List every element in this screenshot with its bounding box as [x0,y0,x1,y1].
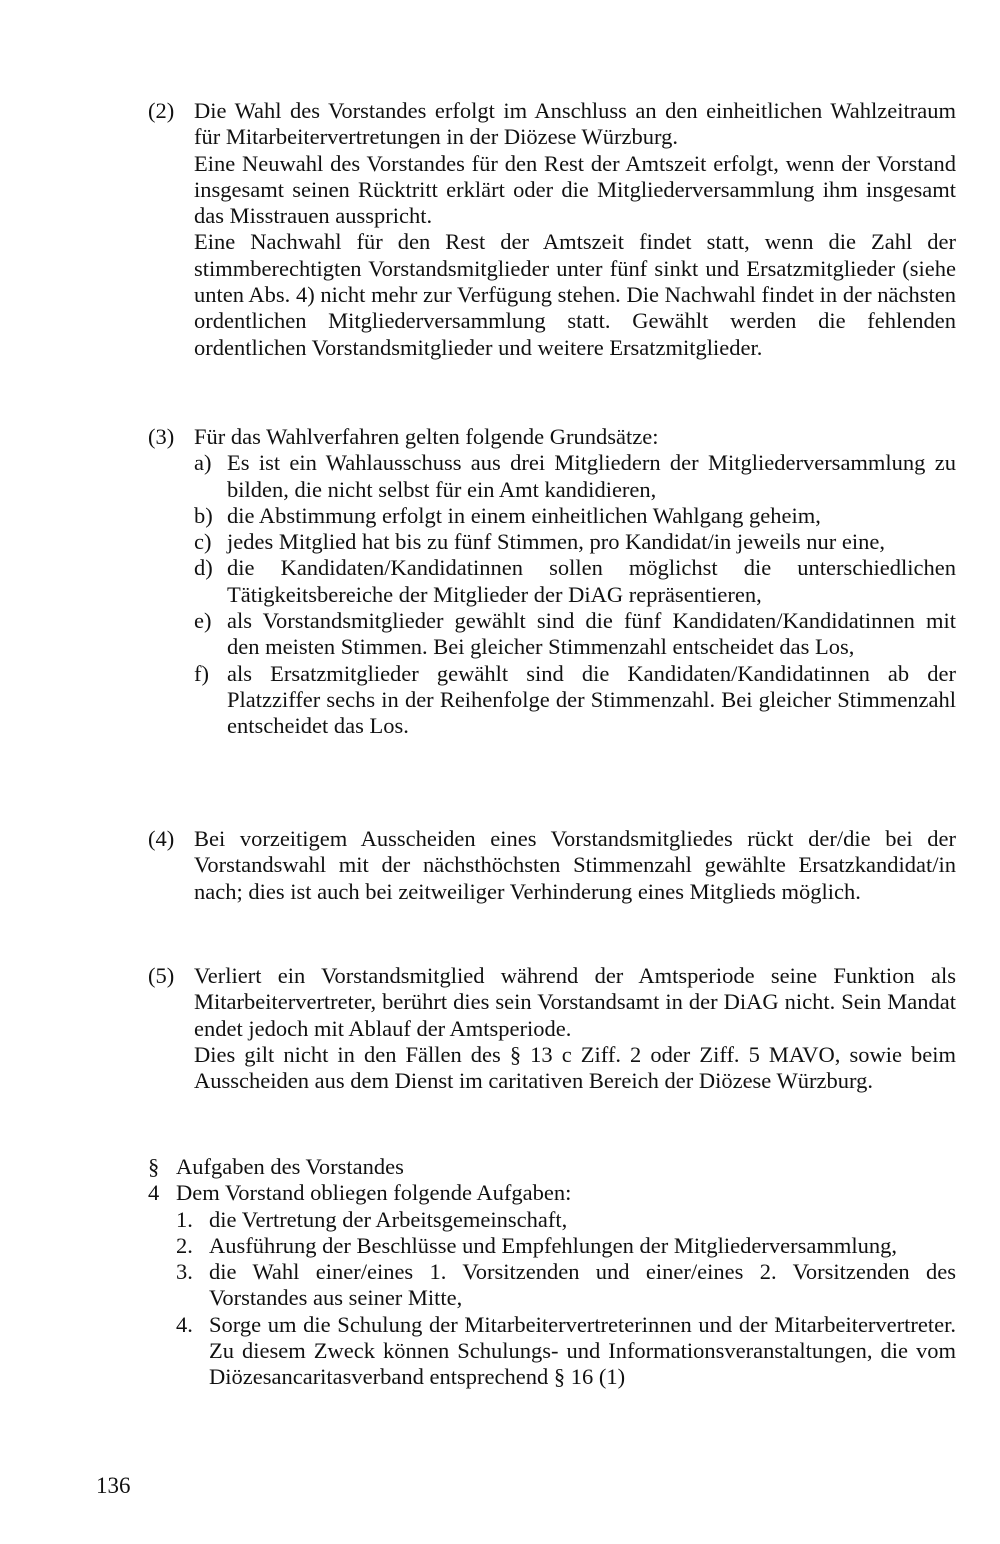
paragraph-number: (3) [148,424,175,449]
paragraph-text: Dies gilt nicht in den Fällen des § 13 c Ziff. 2 oder Ziff. 5 MAVO, sowie beim Ausscheiden aus dem Dienst im caritativen Bereich der Diözese Würzburg. [194,1041,956,1094]
list-item-label: c) [194,529,212,555]
section-number: § 4 [148,1154,160,1206]
list-item-label: f) [194,660,209,686]
list-item [176,1207,956,1233]
list-item-text: die Wahl einer/eines 1. Vorsitzenden und einer/eines 2. Vorsitzenden des Vorstandes aus seiner Mitte, [209,1259,956,1311]
list-item-label: 1. [176,1206,193,1232]
section-intro: Dem Vorstand obliegen folgende Aufgaben: [176,1180,572,1206]
list-item-text: als Vorstandsmitglieder gewählt sind die fünf Kandidaten/Kandidatinnen mit den meisten Stimmen. Bei gleicher Stimmenzahl entscheidet das Los, [227,608,956,660]
list-item-label: a) [194,450,212,476]
list-item [176,1233,956,1259]
page-number: 136 [96,1473,131,1498]
paragraph-text: Die Wahl des Vorstandes erfolgt im Anschluss an den einheitlichen Wahlzeitraum für Mitarbeitervertretungen in der Diözese Würzburg. [194,98,956,150]
tasks-list [176,1207,956,1391]
list-item [194,450,956,503]
list-item [194,661,956,740]
list-item-label: b) [194,502,213,528]
list-item-text: die Abstimmung erfolgt in einem einheitlichen Wahlgang geheim, [227,502,821,528]
section-4 [148,1154,956,1391]
paragraph-number: (2) [148,98,175,123]
list-item-text: die Vertretung der Arbeitsgemeinschaft, [209,1206,568,1232]
paragraph-text: Bei vorzeitigem Ausscheiden eines Vorstandsmitgliedes rückt der/die bei der Vorstandswahl mit der nächsthöchsten Stimmenzahl gewählte Ersatzkandidat/in nach; dies ist auch bei zeitweiliger Verhinderung eines Mitglieds möglich. [194,826,956,904]
principles-list [194,450,956,739]
list-item [194,503,956,529]
list-item-text: Ausführung der Beschlüsse und Empfehlungen der Mitgliederversammlung, [209,1232,897,1258]
paragraph-number: (5) [148,963,175,988]
list-item [176,1259,956,1312]
paragraph-2 [148,98,956,361]
list-item-label: d) [194,555,213,581]
list-item-label: 4. [176,1311,193,1337]
list-item-label: 2. [176,1232,193,1258]
list-item-label: e) [194,608,212,634]
list-item-text: Sorge um die Schulung der Mitarbeitervertreterinnen und der Mitarbeitervertreter. Zu diesem Zweck können Schulungs- und Informationsveranstaltungen, die vom Diözesancaritasverband entsprechend § 16 (1) [209,1311,956,1390]
paragraph-5 [148,963,956,1094]
list-item [194,555,956,608]
list-item [194,608,956,661]
list-item-text: als Ersatzmitglieder gewählt sind die Kandidaten/Kandidatinnen ab der Platzziffer sechs in der Reihenfolge der Stimmenzahl. Bei gleicher Stimmenzahl entscheidet das Los. [227,660,956,739]
paragraph-number: (4) [148,826,175,851]
section-title: Aufgaben des Vorstandes [176,1154,404,1179]
paragraph-text: Eine Neuwahl des Vorstandes für den Rest der Amtszeit erfolgt, wenn der Vorstand insgesamt seinen Rücktritt erklärt oder die Mitgliederversammlung ihm insgesamt das Misstrauen ausspricht. [194,150,956,229]
paragraph-text: Eine Nachwahl für den Rest der Amtszeit findet statt, wenn die Zahl der stimmberechtigten Vorstandsmitglieder unter fünf sinkt und Ersatzmitglieder (siehe unten Abs. 4) nicht mehr zur Verfügung stehen. Die Nachwahl findet in der nächsten ordentlichen Mitgliederversammlung statt. Gewählt werden die fehlenden ordentlichen Vorstandsmitglieder und weitere Ersatzmitglieder. [194,229,956,360]
list-item-text: Es ist ein Wahlausschuss aus drei Mitgliedern der Mitgliederversammlung zu bilden, die nicht selbst für ein Amt kandidieren, [227,450,956,502]
list-item-text: die Kandidaten/Kandidatinnen sollen möglichst die unterschiedlichen Tätigkeitsbereiche der Mitglieder der DiAG repräsentieren, [227,555,956,607]
list-item-label: 3. [176,1259,193,1285]
paragraph-text: Verliert ein Vorstandsmitglied während der Amtsperiode seine Funktion als Mitarbeitervertreter, berührt dies sein Vorstandsamt in der DiAG nicht. Sein Mandat endet jedoch mit Ablauf der Amtsperiode. [194,963,956,1041]
paragraph-4 [148,826,956,905]
list-item [176,1312,956,1391]
list-item [194,529,956,555]
paragraph-3 [148,424,956,740]
paragraph-intro: Für das Wahlverfahren gelten folgende Grundsätze: [194,424,659,449]
list-item-text: jedes Mitglied hat bis zu fünf Stimmen, pro Kandidat/in jeweils nur eine, [227,529,885,555]
